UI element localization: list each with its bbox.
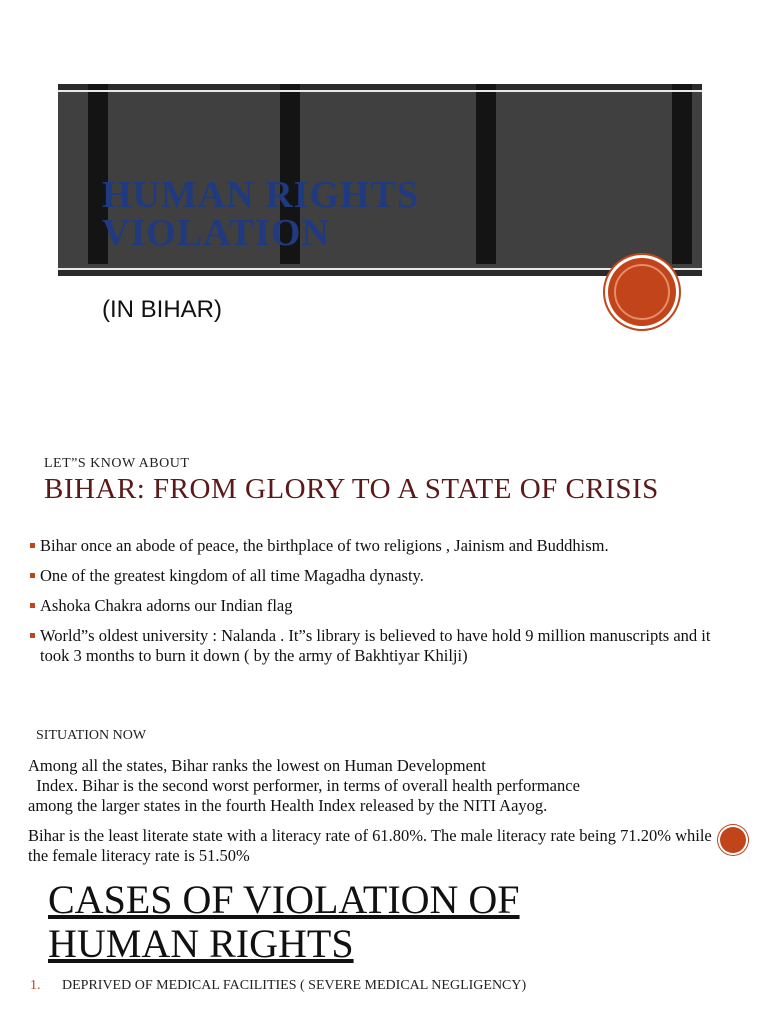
situation-paragraph-1 bbox=[28, 756, 718, 816]
paragraph-line: Index. Bihar is the second worst performer, in terms of overall health performance bbox=[28, 776, 580, 795]
list-item: Ashoka Chakra adorns our Indian flag bbox=[30, 596, 720, 616]
section-heading: BIHAR: FROM GLORY TO A STATE OF CRISIS bbox=[44, 473, 659, 505]
cases-slide bbox=[0, 870, 768, 1024]
slide-title-line2: VIOLATION bbox=[102, 212, 330, 254]
situation-paragraph-2: Bihar is the least literate state with a literacy rate of 61.80%. The male literacy rate being 71.20% while the female literacy rate is 51.50% bbox=[28, 826, 712, 865]
list-item: One of the greatest kingdom of all time Magadha dynasty. bbox=[30, 566, 720, 586]
list-item: Bihar once an abode of peace, the birthplace of two religions , Jainism and Buddhism. bbox=[30, 536, 720, 556]
list-item: World”s oldest university : Nalanda . It”s library is believed to have hold 9 million manuscripts and it took 3 months to burn it down ( by the army of Bakhtiyar Khilji) bbox=[30, 626, 720, 666]
list-item-text: DEPRIVED OF MEDICAL FACILITIES ( SEVERE MEDICAL NEGLIGENCY) bbox=[62, 978, 527, 993]
slide-title-line1: HUMAN RIGHTS bbox=[102, 174, 420, 216]
slide-subtitle: (IN BIHAR) bbox=[102, 296, 222, 323]
paragraph-line: among the larger states in the fourth Health Index released by the NITI Aayog. bbox=[28, 796, 548, 815]
situation-kicker: SITUATION NOW bbox=[36, 728, 147, 743]
title-slide bbox=[0, 0, 768, 440]
list-number: 1. bbox=[30, 978, 41, 993]
decorative-circle bbox=[608, 258, 676, 326]
decorative-circle-small bbox=[720, 827, 746, 853]
section-kicker: LET”S KNOW ABOUT bbox=[44, 456, 190, 471]
list-item bbox=[30, 978, 526, 994]
slide-title bbox=[102, 176, 522, 252]
cases-heading: CASES OF VIOLATION OF HUMAN RIGHTS bbox=[48, 877, 520, 966]
paragraph-line: Among all the states, Bihar ranks the lowest on Human Development bbox=[28, 756, 486, 775]
bihar-slide bbox=[0, 440, 768, 870]
cases-list bbox=[30, 978, 526, 994]
bullet-list bbox=[30, 536, 720, 676]
